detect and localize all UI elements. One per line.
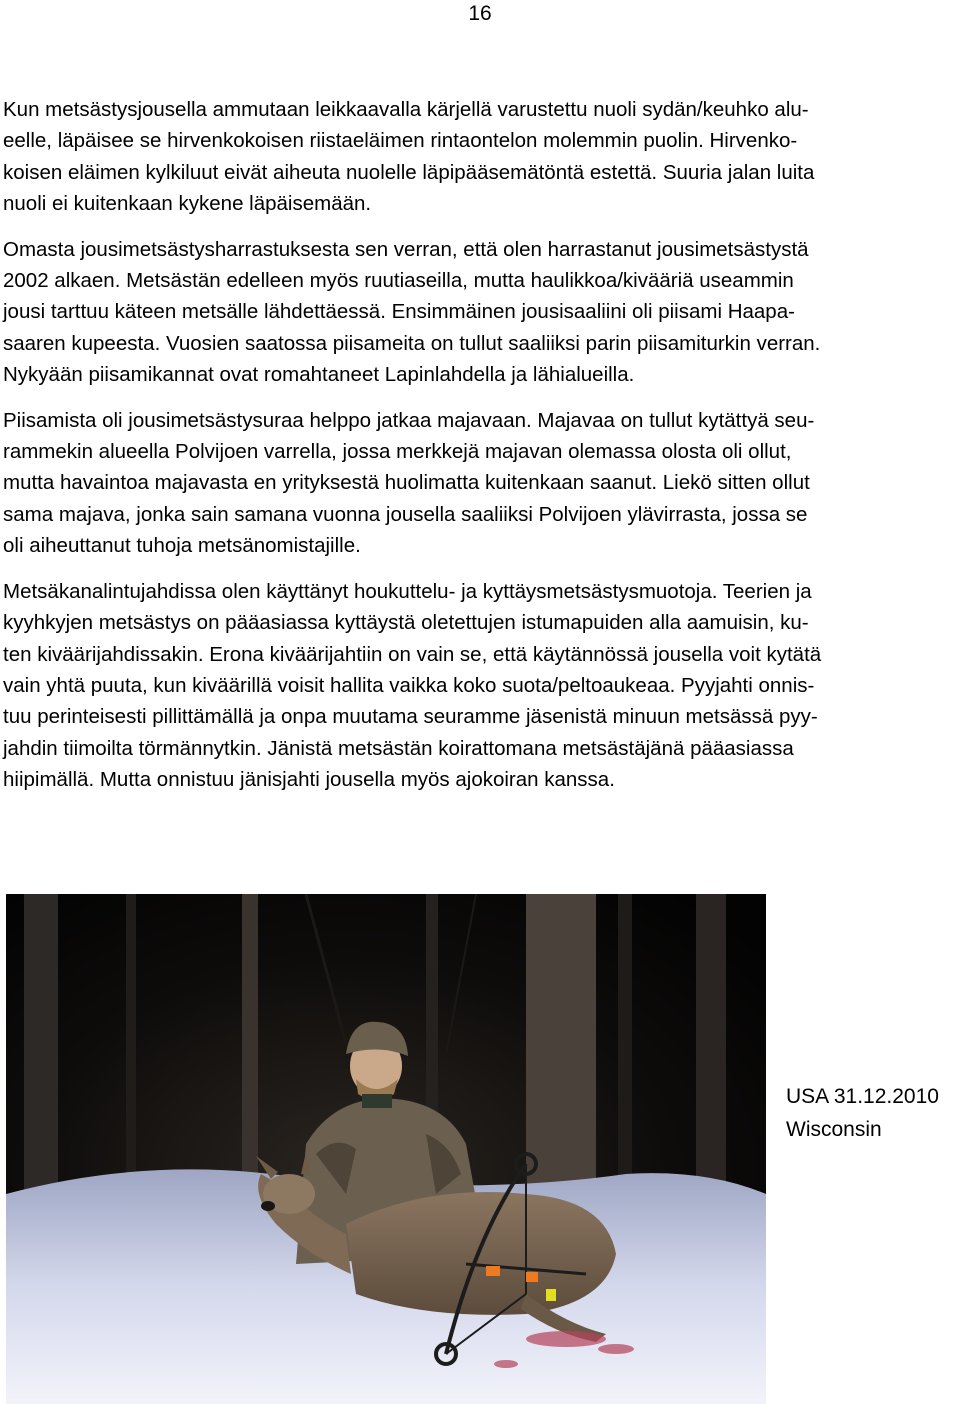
text-line: Nykyään piisamikannat ovat romahtaneet Lapinlahdella ja lähialueilla. [3, 363, 635, 387]
paragraph-4 [3, 576, 957, 796]
photo-illustration [6, 894, 766, 1404]
text-line: hiipimällä. Mutta onnistuu jänisjahti jousella myös ajokoiran kanssa. [3, 768, 615, 792]
text-line: Metsäkanalintujahdissa olen käyttänyt houkuttelu- ja kyttäysmetsästysmuotoja. Teerien ja [3, 579, 812, 603]
paragraph-2 [3, 234, 957, 391]
text-line: 2002 alkaen. Metsästän edelleen myös ruutiaseilla, mutta haulikkoa/kivääriä useammin [3, 269, 794, 293]
text-line: oli aiheuttanut tuhoja metsänomistajille. [3, 534, 361, 558]
text-line: vain yhtä puuta, kun kiväärillä voisit hallita vaikka koko suota/peltoaukeaa. Pyyjahti onnis- [3, 673, 815, 697]
text-line: sama majava, jonka sain samana vuonna jousella saaliiksi Polvijoen ylävirrasta, jossa se [3, 502, 808, 526]
text-line: Piisamista oli jousimetsästysuraa helppo jatkaa majavaan. Majavaa on tullut kytättyä seu- [3, 408, 815, 432]
text-line: kyyhkyjen metsästys on pääasiassa kyttäystä oletettujen istumapuiden alla aamuisin, ku- [3, 611, 809, 635]
text-line: rammekin alueella Polvijoen varrella, jossa merkkejä majavan olemassa olosta oli ollut, [3, 440, 792, 464]
body-text [3, 94, 957, 810]
paragraph-1 [3, 94, 957, 220]
text-line: Kun metsästysjousella ammutaan leikkaavalla kärjellä varustettu nuoli sydän/keuhko alu- [3, 98, 809, 121]
text-line: saaren kupeesta. Vuosien saatossa piisameita on tullut saaliiksi parin piisamiturkin verran. [3, 331, 821, 355]
text-line: Omasta jousimetsästysharrastuksesta sen verran, että olen harrastanut jousimetsästystä [3, 237, 809, 261]
text-line: jahdin tiimoilta törmännytkin. Jänistä metsästän koirattomana metsästäjänä pääasiassa [3, 736, 794, 760]
text-line: nuoli ei kuitenkaan kykene läpäisemään. [3, 192, 372, 216]
text-line: eelle, läpäisee se hirvenkokoisen riistaeläimen rintaontelon molemmin puolin. Hirvenko- [3, 129, 798, 153]
caption-location: Wisconsin [786, 1118, 882, 1141]
text-line: jousi tarttuu käteen metsälle lähdettäessä. Ensimmäinen jousisaaliini oli piisami Haapa- [3, 300, 795, 324]
text-line: mutta havaintoa majavasta en yrityksestä huolimatta kuitenkaan saanut. Liekö sitten ollut [3, 471, 810, 495]
photo-caption [786, 1080, 960, 1146]
page-number: 16 [468, 2, 492, 25]
caption-date: USA 31.12.2010 [786, 1085, 939, 1108]
text-line: koisen eläimen kylkiluut eivät aiheuta nuolelle läpipääsemätöntä estettä. Suuria jalan luita [3, 160, 815, 184]
paragraph-3 [3, 405, 957, 562]
text-line: ten kiväärijahdissakin. Erona kiväärijahtiin on vain se, että käytännössä jousella voit kytätä [3, 642, 822, 666]
hunting-photo [6, 894, 766, 1404]
text-line: tuu perinteisesti pillittämällä ja onpa muutama seuramme jäsenistä minuun metsässä pyy- [3, 705, 818, 729]
